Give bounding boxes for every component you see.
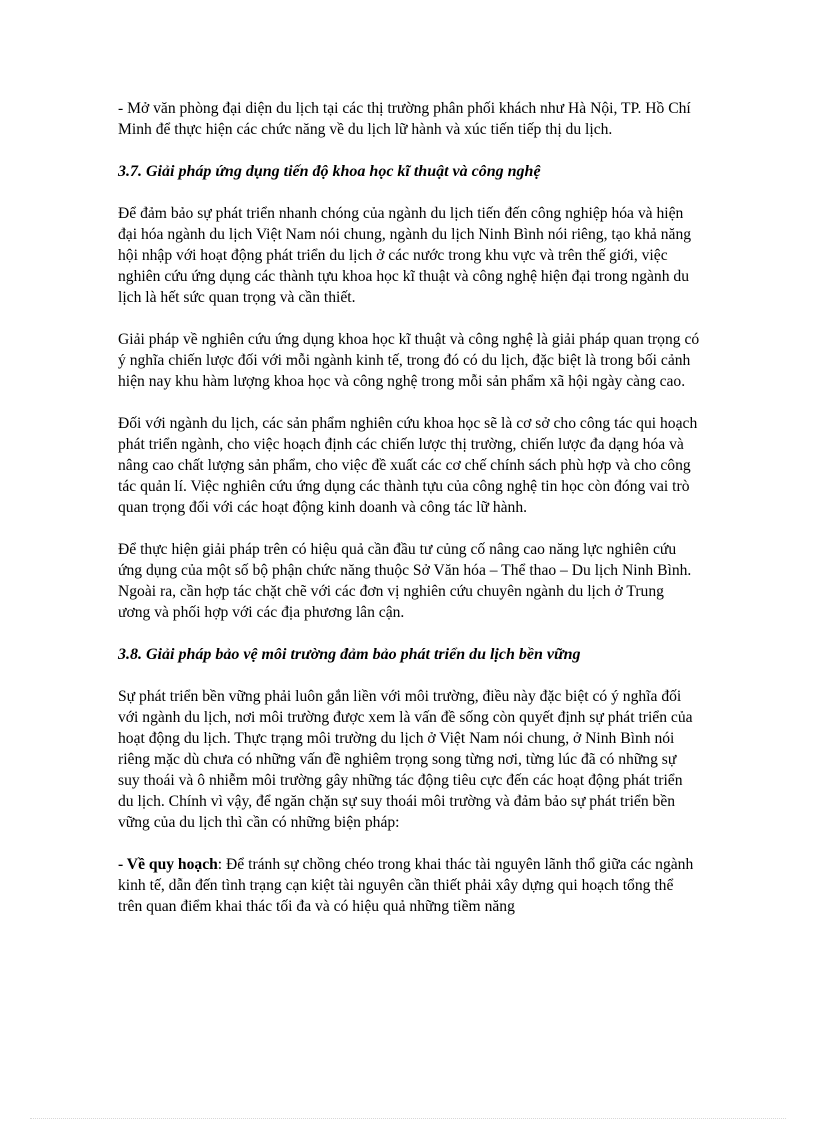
section-heading-3-7: 3.7. Giải pháp ứng dụng tiến độ khoa học kĩ thuật và công nghệ — [118, 163, 541, 180]
paragraph-implementation: Để thực hiện giải pháp trên có hiệu quả cần đầu tư củng cố nâng cao năng lực nghiên cứu ứng dụng của một số bộ phận chức năng thuộc Sở Văn hóa – Thể thao – Du lịch Ninh Bình. Ngoài ra, cần hợp tác chặt chẽ với các đơn vị nghiên cứu chuyên ngành du lịch ở Trung ương và phối hợp với các địa phương lân cận. — [118, 541, 692, 621]
planning-lead: - Về quy hoạch — [118, 856, 218, 873]
section-heading-3-8: 3.8. Giải pháp bảo vệ môi trường đảm bảo phát triển du lịch bền vững — [118, 646, 581, 663]
paragraph-sustainable-development: Sự phát triển bền vững phải luôn gắn liền với môi trường, điều này đặc biệt có ý nghĩa đối với ngành du lịch, nơi môi trường được xem là vấn đề sống còn quyết định sự phát triển của hoạt động du lịch. Thực trạng môi trường du lịch ở Việt Nam nói chung, ở Ninh Bình nói riêng mặc dù chưa có những vấn đề nghiêm trọng song từng nơi, từng lúc đã có những sự suy thoái và ô nhiễm môi trường gây những tác động tiêu cực đến các hoạt động phát triển du lịch. Chính vì vậy, để ngăn chặn sự suy thoái môi trường và đảm bảo sự phát triển bền vững của du lịch thì cần có những biện pháp: — [118, 688, 693, 831]
page-bottom-rule — [30, 1118, 786, 1119]
planning-text: : Để tránh sự chồng chéo trong khai thác tài nguyên lãnh thổ giữa các ngành kinh tế, dẫn đến tình trạng cạn kiệt tài nguyên cần thiết phải xây dựng qui hoạch tổng thể trên quan điểm khai thác tối đa và có hiệu quả những tiềm năng — [118, 856, 694, 915]
paragraph-office-representation: - Mở văn phòng đại diện du lịch tại các thị trường phân phối khách như Hà Nội, TP. Hồ Chí Minh để thực hiện các chức năng về du lịch lữ hành và xúc tiến tiếp thị du lịch. — [118, 100, 691, 138]
paragraph-tech-solution: Giải pháp về nghiên cứu ứng dụng khoa học kĩ thuật và công nghệ là giải pháp quan trọng có ý nghĩa chiến lược đối với mỗi ngành kinh tế, trong đó có du lịch, đặc biệt là trong bối cảnh hiện nay khu hàm lượng khoa học và công nghệ trong mỗi sản phẩm xã hội ngày càng cao. — [118, 331, 700, 390]
paragraph-planning — [118, 854, 700, 917]
paragraph-tech-development: Để đảm bảo sự phát triển nhanh chóng của ngành du lịch tiến đến công nghiệp hóa và hiện đại hóa ngành du lịch Việt Nam nói chung, ngành du lịch Ninh Bình nói riêng, tạo khả năng hội nhập với hoạt động phát triển du lịch ở các nước trong khu vực và trên thế giới, việc nghiên cứu ứng dụng các thành tựu khoa học kĩ thuật và công nghệ hiện đại trong ngành du lịch là hết sức quan trọng và cần thiết. — [118, 205, 692, 306]
paragraph-tourism-research: Đối với ngành du lịch, các sản phẩm nghiên cứu khoa học sẽ là cơ sở cho công tác qui hoạch phát triển ngành, cho việc hoạch định các chiến lược thị trường, chiến lược đa dạng hóa và nâng cao chất lượng sản phẩm, cho việc đề xuất các cơ chế chính sách phù hợp và cho công tác quản lí. Việc nghiên cứu ứng dụng các thành tựu của công nghệ tin học còn đóng vai trò quan trọng đối với các hoạt động kinh doanh và công tác lữ hành. — [118, 415, 698, 516]
document-page — [118, 98, 700, 938]
